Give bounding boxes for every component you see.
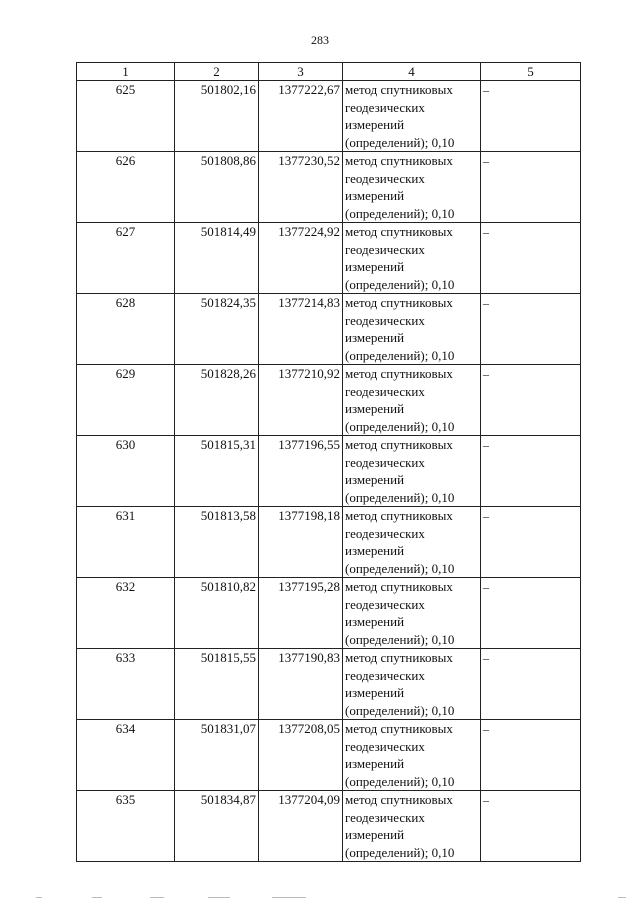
method-line: (определений); 0,10 <box>345 347 455 363</box>
method-line: (определений); 0,10 <box>345 702 455 718</box>
note-cell <box>481 223 581 294</box>
method-line: (определений); 0,10 <box>345 631 455 647</box>
method-line: (определений); 0,10 <box>345 560 455 576</box>
method-cell <box>343 365 481 436</box>
method-cell <box>343 294 481 365</box>
note-cell <box>481 152 581 223</box>
note-cell <box>481 720 581 791</box>
x-coordinate-cell: 501831,07 <box>175 720 259 791</box>
method-cell <box>343 578 481 649</box>
x-coordinate-cell: 501815,55 <box>175 649 259 720</box>
note-dash: – <box>483 225 489 239</box>
y-coordinate-cell: 1377195,28 <box>259 578 343 649</box>
method-line: измерений <box>345 472 405 487</box>
point-number-cell: 625 <box>77 81 175 152</box>
note-dash: – <box>483 580 489 594</box>
footer-scan-marks <box>0 893 640 901</box>
method-cell <box>343 152 481 223</box>
note-cell <box>481 436 581 507</box>
method-line: геодезических <box>345 312 425 328</box>
y-coordinate-cell: 1377198,18 <box>259 507 343 578</box>
table-row <box>77 81 581 152</box>
method-line: метод спутниковых <box>345 721 453 736</box>
point-number-cell: 628 <box>77 294 175 365</box>
note-cell <box>481 294 581 365</box>
point-number-cell: 635 <box>77 791 175 862</box>
method-line: геодезических <box>345 525 425 541</box>
table-row <box>77 649 581 720</box>
method-line: метод спутниковых <box>345 437 453 452</box>
coordinates-table <box>76 62 581 862</box>
method-cell <box>343 720 481 791</box>
note-dash: – <box>483 651 489 665</box>
note-cell <box>481 791 581 862</box>
note-dash: – <box>483 296 489 310</box>
method-line: геодезических <box>345 241 425 257</box>
method-line: (определений); 0,10 <box>345 418 455 434</box>
method-cell <box>343 436 481 507</box>
note-dash: – <box>483 83 489 97</box>
table-row <box>77 507 581 578</box>
table-row <box>77 365 581 436</box>
y-coordinate-cell: 1377208,05 <box>259 720 343 791</box>
table-row <box>77 720 581 791</box>
method-line: геодезических <box>345 99 425 115</box>
method-line: измерений <box>345 827 405 842</box>
method-line: измерений <box>345 614 405 629</box>
method-line: (определений); 0,10 <box>345 276 455 292</box>
table-body <box>77 81 581 862</box>
method-line: геодезических <box>345 454 425 470</box>
y-coordinate-cell: 1377222,67 <box>259 81 343 152</box>
note-cell <box>481 578 581 649</box>
method-line: метод спутниковых <box>345 579 453 594</box>
note-dash: – <box>483 509 489 523</box>
column-header-3: 3 <box>259 63 343 81</box>
method-line: геодезических <box>345 809 425 825</box>
note-cell <box>481 365 581 436</box>
note-dash: – <box>483 722 489 736</box>
point-number-cell: 632 <box>77 578 175 649</box>
point-number-cell: 629 <box>77 365 175 436</box>
method-line: метод спутниковых <box>345 224 453 239</box>
y-coordinate-cell: 1377230,52 <box>259 152 343 223</box>
method-line: геодезических <box>345 738 425 754</box>
table-header-row <box>77 63 581 81</box>
table-row <box>77 578 581 649</box>
note-cell <box>481 507 581 578</box>
table-row <box>77 791 581 862</box>
page-number: 283 <box>311 33 329 47</box>
x-coordinate-cell: 501815,31 <box>175 436 259 507</box>
x-coordinate-cell: 501828,26 <box>175 365 259 436</box>
y-coordinate-cell: 1377204,09 <box>259 791 343 862</box>
method-line: измерений <box>345 685 405 700</box>
method-cell <box>343 649 481 720</box>
method-cell <box>343 223 481 294</box>
method-line: (определений); 0,10 <box>345 134 455 150</box>
method-line: (определений); 0,10 <box>345 773 455 789</box>
point-number-cell: 627 <box>77 223 175 294</box>
y-coordinate-cell: 1377210,92 <box>259 365 343 436</box>
method-line: измерений <box>345 330 405 345</box>
method-line: измерений <box>345 401 405 416</box>
method-line: (определений); 0,10 <box>345 205 455 221</box>
method-line: геодезических <box>345 596 425 612</box>
point-number-cell: 631 <box>77 507 175 578</box>
y-coordinate-cell: 1377214,83 <box>259 294 343 365</box>
point-number-cell: 634 <box>77 720 175 791</box>
note-cell <box>481 81 581 152</box>
method-line: (определений); 0,10 <box>345 844 455 860</box>
method-line: метод спутниковых <box>345 366 453 381</box>
method-line: метод спутниковых <box>345 650 453 665</box>
column-header-2: 2 <box>175 63 259 81</box>
note-dash: – <box>483 154 489 168</box>
x-coordinate-cell: 501824,35 <box>175 294 259 365</box>
y-coordinate-cell: 1377196,55 <box>259 436 343 507</box>
note-dash: – <box>483 438 489 452</box>
x-coordinate-cell: 501802,16 <box>175 81 259 152</box>
x-coordinate-cell: 501834,87 <box>175 791 259 862</box>
method-line: геодезических <box>345 383 425 399</box>
x-coordinate-cell: 501808,86 <box>175 152 259 223</box>
method-cell <box>343 791 481 862</box>
table-row <box>77 294 581 365</box>
method-line: (определений); 0,10 <box>345 489 455 505</box>
method-line: метод спутниковых <box>345 82 453 97</box>
x-coordinate-cell: 501813,58 <box>175 507 259 578</box>
table-row <box>77 152 581 223</box>
x-coordinate-cell: 501810,82 <box>175 578 259 649</box>
method-line: геодезических <box>345 170 425 186</box>
method-line: измерений <box>345 117 405 132</box>
method-cell <box>343 81 481 152</box>
y-coordinate-cell: 1377224,92 <box>259 223 343 294</box>
method-line: измерений <box>345 756 405 771</box>
note-dash: – <box>483 367 489 381</box>
column-header-4: 4 <box>343 63 481 81</box>
table-row <box>77 436 581 507</box>
method-line: геодезических <box>345 667 425 683</box>
column-header-5: 5 <box>481 63 581 81</box>
method-line: метод спутниковых <box>345 295 453 310</box>
method-line: измерений <box>345 259 405 274</box>
method-line: метод спутниковых <box>345 792 453 807</box>
note-dash: – <box>483 793 489 807</box>
y-coordinate-cell: 1377190,83 <box>259 649 343 720</box>
method-cell <box>343 507 481 578</box>
point-number-cell: 633 <box>77 649 175 720</box>
table-row <box>77 223 581 294</box>
note-cell <box>481 649 581 720</box>
point-number-cell: 630 <box>77 436 175 507</box>
method-line: измерений <box>345 188 405 203</box>
x-coordinate-cell: 501814,49 <box>175 223 259 294</box>
column-header-1: 1 <box>77 63 175 81</box>
point-number-cell: 626 <box>77 152 175 223</box>
method-line: измерений <box>345 543 405 558</box>
method-line: метод спутниковых <box>345 508 453 523</box>
method-line: метод спутниковых <box>345 153 453 168</box>
